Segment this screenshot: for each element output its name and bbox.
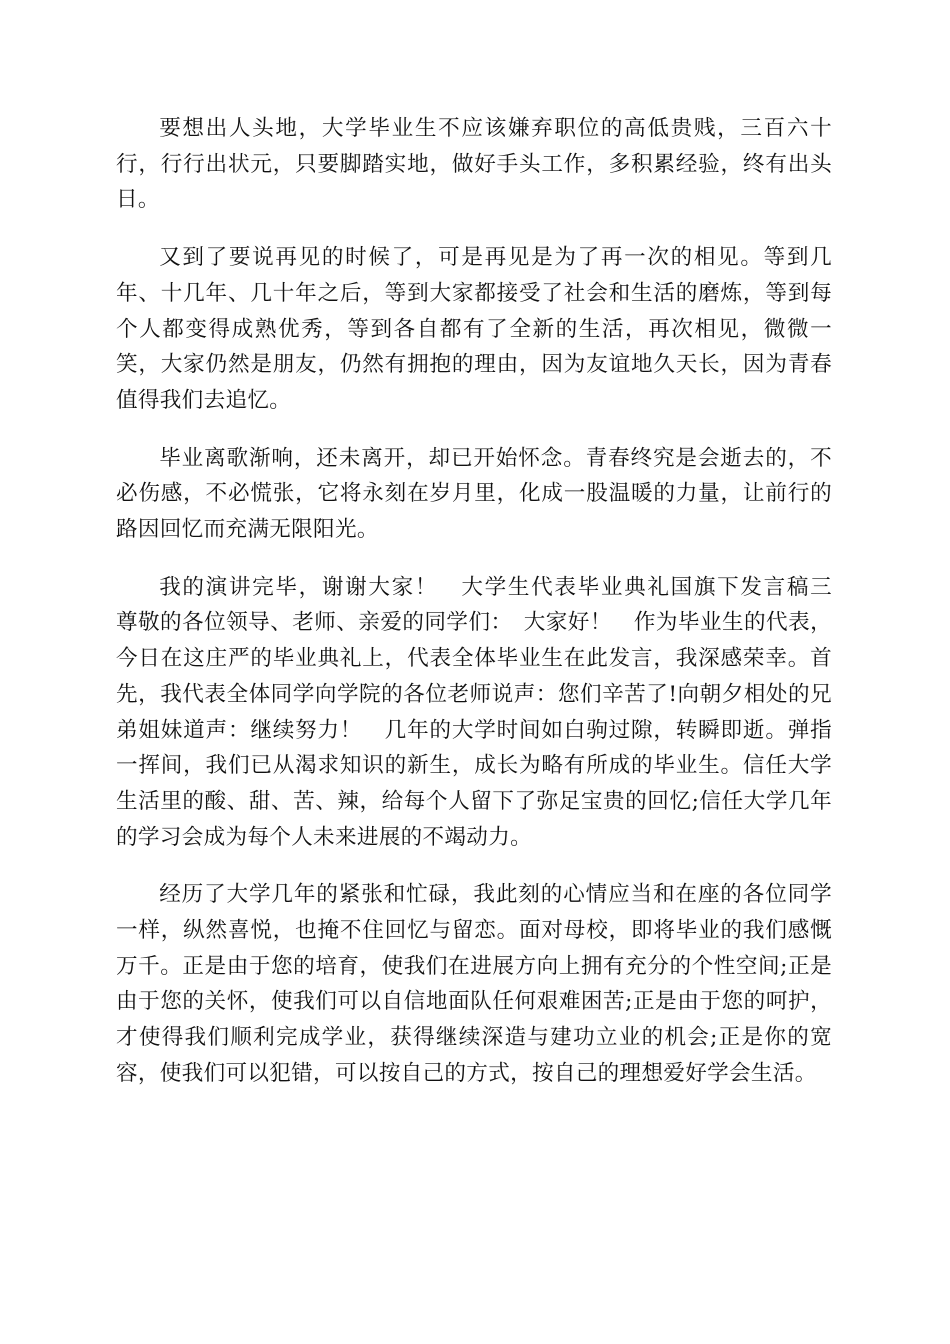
paragraph-3: 毕业离歌渐响，还未离开，却已开始怀念。青春终究是会逝去的，不必伤感，不必慌张，它将永刻在岁月里，化成一股温暖的力量，让前行的路因回忆而充满无限阳光。 <box>116 445 832 543</box>
paragraph-2: 又到了要说再见的时候了，可是再见是为了再一次的相见。等到几年、十几年、几十年之后，等到大家都接受了社会和生活的磨炼，等到每个人都变得成熟优秀，等到各自都有了全新的生活，再次相见，微微一笑，大家仍然是朋友，仍然有拥抱的理由，因为友谊地久天长，因为青春值得我们去追忆。 <box>116 245 832 413</box>
document-body <box>116 111 854 1114</box>
paragraph-5: 经历了大学几年的紧张和忙碌，我此刻的心情应当和在座的各位同学一样，纵然喜悦，也掩不住回忆与留恋。面对母校，即将毕业的我们感慨万千。正是由于您的培育，使我们在进展方向上拥有充分的个性空间;正是由于您的关怀，使我们可以自信地面队任何艰难困苦;正是由于您的呵护，才使得我们顺利完成学业，获得继续深造与建功立业的机会;正是你的宽容，使我们可以犯错，可以按自己的方式，按自己的理想爱好学会生活。 <box>116 882 832 1086</box>
paragraph-4: 我的演讲完毕，谢谢大家！ 大学生代表毕业典礼国旗下发言稿三 尊敬的各位领导、老师、亲爱的同学们： 大家好！ 作为毕业生的代表，今日在这庄严的毕业典礼上，代表全体毕业生在此发言，我深感荣幸。首先，我代表全体同学向学院的各位老师说声：您们辛苦了!向朝夕相处的兄弟姐妹道声：继续努力！ 几年的大学时间如白驹过隙，转瞬即逝。弹指一挥间，我们已从渴求知识的新生，成长为略有所成的毕业生。信任大学生活里的酸、甜、苦、辣，给每个人留下了弥足宝贵的回忆;信任大学几年的学习会成为每个人未来进展的不竭动力。 <box>116 574 854 850</box>
paragraph-1: 要想出人头地，大学毕业生不应该嫌弃职位的高低贵贱，三百六十行，行行出状元，只要脚踏实地，做好手头工作，多积累经验，终有出头日。 <box>116 116 832 213</box>
